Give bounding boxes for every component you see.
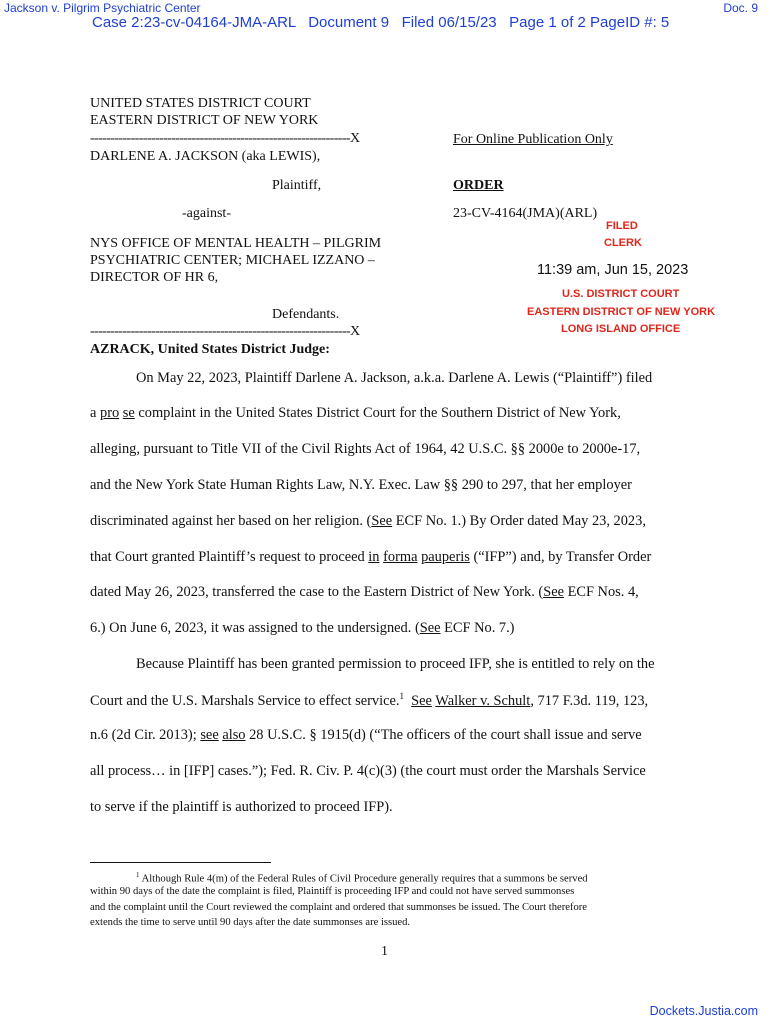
paragraph-1-line-1: On May 22, 2023, Plaintiff Darlene A. Jackson, a.k.a. Darlene A. Lewis (“Plaintiff”) filed <box>136 370 653 386</box>
filed-stamp-district: EASTERN DISTRICT OF NEW YORK <box>527 306 716 318</box>
text-run: a <box>90 405 100 421</box>
plaintiff-role: Plaintiff, <box>272 178 322 193</box>
court-name: UNITED STATES DISTRICT COURT <box>90 96 311 111</box>
caption-divider-bottom: ----------------------------------------------------------------X <box>90 324 360 339</box>
text-run: discriminated against her based on her religion. ( <box>90 513 372 529</box>
paragraph-2-line-5: to serve if the plaintiff is authorized to proceed IFP). <box>90 799 393 815</box>
italic-term-in: in <box>368 549 380 565</box>
text-run: ECF No. 1.) By Order dated May 23, 2023, <box>392 513 646 529</box>
text-run: dated May 26, 2023, transferred the case to the Eastern District of New York. ( <box>90 584 544 600</box>
footnote-line-3: and the complaint until the Court reviewed the complaint and ordered that summonses be issued. The Court therefore <box>90 902 587 913</box>
caption-divider-top: ----------------------------------------------------------------X <box>90 131 360 146</box>
filed-stamp-court: U.S. DISTRICT COURT <box>562 288 680 300</box>
defendant-line-3: DIRECTOR OF HR 6, <box>90 270 219 285</box>
filed-stamp-filed: FILED <box>606 220 638 232</box>
citation-signal-see: See <box>411 692 432 709</box>
paragraph-1-line-8 <box>90 620 514 637</box>
defendant-line-2: PSYCHIATRIC CENTER; MICHAEL IZZANO – <box>90 253 375 268</box>
case-header-stamp: Case 2:23-cv-04164-JMA-ARL Document 9 Filed 06/15/23 Page 1 of 2 PageID #: 5 <box>92 14 670 31</box>
footnote-marker: 1 <box>136 871 140 879</box>
paragraph-2-line-2 <box>90 691 648 710</box>
paragraph-1-line-6 <box>90 549 651 566</box>
italic-term-pro: pro <box>100 405 120 421</box>
citation-signal-see: See <box>419 620 441 636</box>
page-number: 1 <box>381 944 388 959</box>
publication-note: For Online Publication Only <box>453 132 613 147</box>
italic-term-pauperis: pauperis <box>421 549 470 565</box>
paragraph-1-line-2 <box>90 405 621 422</box>
paragraph-2-line-4: all process… in [IFP] cases.”); Fed. R. Civ. P. 4(c)(3) (the court must order the Marshals Service <box>90 763 646 779</box>
case-number: 23-CV-4164(JMA)(ARL) <box>453 206 598 221</box>
filed-stamp-clerk: CLERK <box>604 237 642 249</box>
citation-signal-see: see <box>200 727 219 743</box>
text-run: ECF No. 7.) <box>440 620 515 636</box>
defendant-line-1: NYS OFFICE OF MENTAL HEALTH – PILGRIM <box>90 236 382 251</box>
italic-term-forma: forma <box>383 549 418 565</box>
filed-stamp-office: LONG ISLAND OFFICE <box>561 323 681 335</box>
text-run: (“IFP”) and, by Transfer Order <box>469 549 652 565</box>
footnote-line-4: extends the time to serve until 90 days after the date summonses are issued. <box>90 917 411 928</box>
footnote-ref: 1 <box>399 691 404 701</box>
order-title: ORDER <box>453 178 504 193</box>
doc-number-link[interactable]: Doc. 9 <box>723 1 758 15</box>
plaintiff-name: DARLENE A. JACKSON (aka LEWIS), <box>90 149 321 164</box>
text-run: ECF Nos. 4, <box>563 584 639 600</box>
paragraph-1-line-7 <box>90 584 639 601</box>
text-run: , 717 F.3d. 119, 123, <box>530 692 649 709</box>
paragraph-1-line-4: and the New York State Human Rights Law, N.Y. Exec. Law §§ 290 to 297, that her employer <box>90 477 632 493</box>
filed-stamp-time: 11:39 am, Jun 15, 2023 <box>537 262 689 278</box>
justia-footer-link[interactable]: Dockets.Justia.com <box>649 1004 758 1018</box>
defendant-role: Defendants. <box>272 307 340 322</box>
text-run: that Court granted Plaintiff’s request to proceed <box>90 549 369 565</box>
footnote-divider <box>90 862 271 863</box>
case-citation: Walker v. Schult <box>435 692 531 709</box>
italic-term-se: se <box>122 405 135 421</box>
court-district: EASTERN DISTRICT OF NEW YORK <box>90 113 319 128</box>
text-run: 6.) On June 6, 2023, it was assigned to the undersigned. ( <box>90 620 420 636</box>
paragraph-2-line-1: Because Plaintiff has been granted permission to proceed IFP, she is entitled to rely on the <box>136 656 655 672</box>
paragraph-1-line-3: alleging, pursuant to Title VII of the Civil Rights Act of 1964, 42 U.S.C. §§ 2000e to 2000e-17, <box>90 441 641 457</box>
citation-signal-see: See <box>543 584 564 600</box>
citation-signal-see: See <box>371 513 393 529</box>
text-run: 28 U.S.C. § 1915(d) (“The officers of the court shall issue and serve <box>245 727 642 743</box>
source-title-link[interactable]: Jackson v. Pilgrim Psychiatric Center <box>4 1 201 15</box>
paragraph-1-line-5 <box>90 513 646 530</box>
citation-signal-also: also <box>222 727 246 743</box>
footnote-line-1 <box>136 871 588 885</box>
text-run: n.6 (2d Cir. 2013); <box>90 727 201 743</box>
paragraph-2-line-3 <box>90 727 642 744</box>
against-label: -against- <box>182 206 231 221</box>
text-run: complaint in the United States District Court for the Southern District of New York, <box>134 405 621 421</box>
footnote-line-2: within 90 days of the date the complaint is filed, Plaintiff is proceeding IFP and could not have served summonses <box>90 886 575 897</box>
judge-heading: AZRACK, United States District Judge: <box>90 342 330 357</box>
text-run: Court and the U.S. Marshals Service to effect service. <box>90 692 400 709</box>
text-run: Although Rule 4(m) of the Federal Rules of Civil Procedure generally requires that a summons be served <box>139 873 588 885</box>
